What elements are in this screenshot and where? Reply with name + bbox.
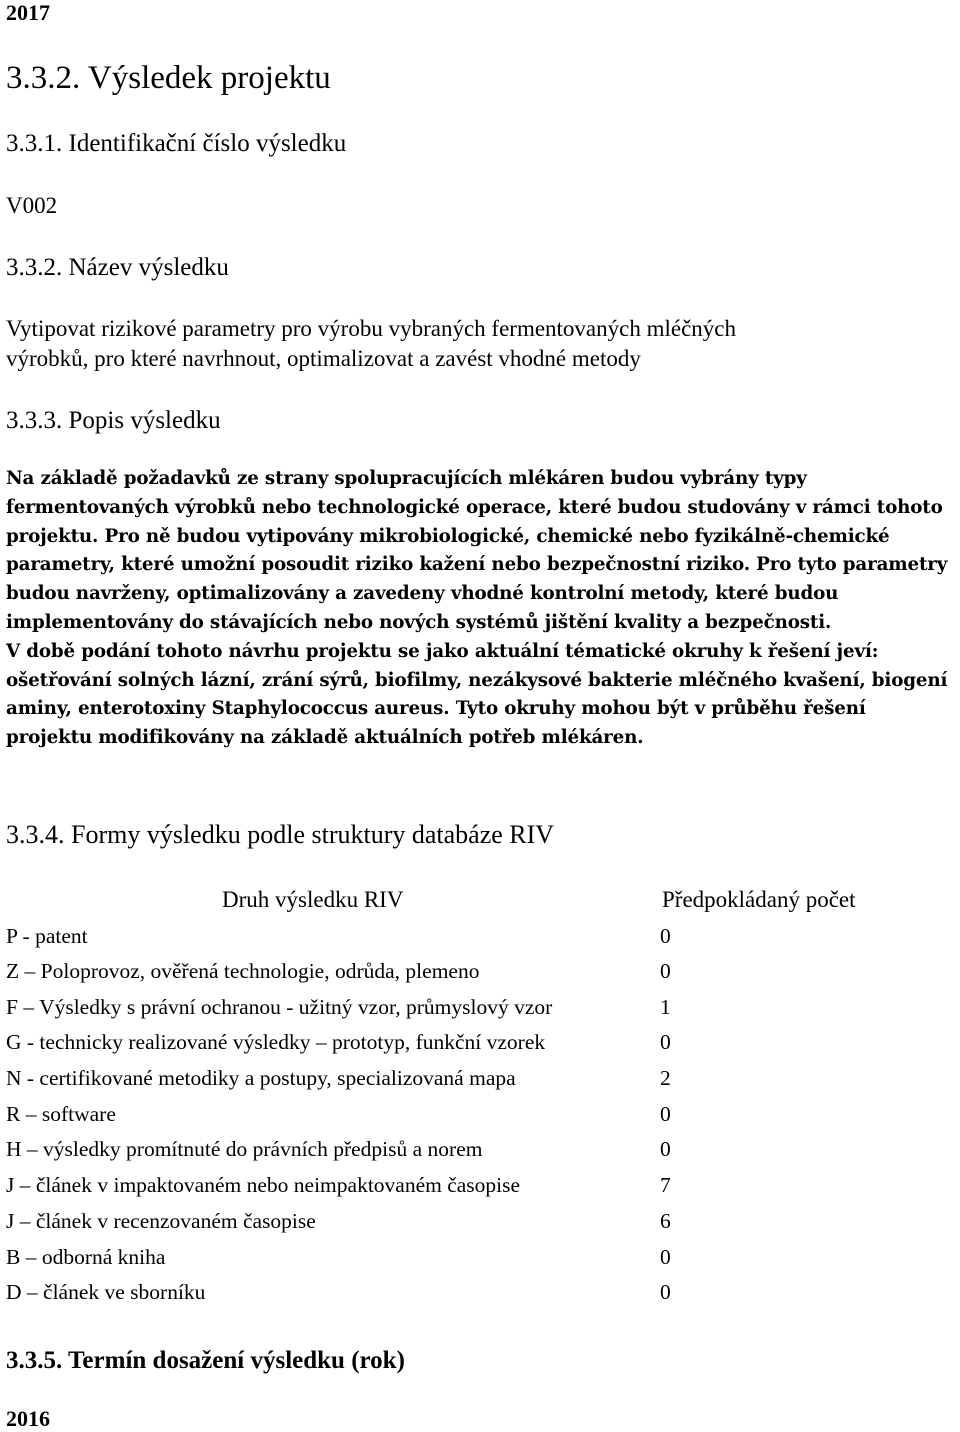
row-count: 0 (660, 1245, 671, 1269)
row-count: 1 (660, 995, 671, 1019)
id-heading: 3.3.1. Identifikační číslo výsledku (6, 130, 347, 157)
year-bottom: 2016 (6, 1406, 50, 1431)
row-label: F – Výsledky s právní ochranou - užitný vzor, průmyslový vzor (6, 995, 553, 1019)
name-line-1: Vytipovat rizikové parametry pro výrobu vybraných fermentovaných mléčných (6, 316, 737, 341)
desc-paragraph-2: V době podání tohoto návrhu projektu se jako aktuální tématické okruhy k řešení jeví: ošetřování solných lázní, zrání sýrů, biofilmy, nezákysové bakterie mléčného kvašení, biogení aminy, enterotoxiny Staphylococcus aureus. Tyto okruhy mohou být v průběhu řešení projektu modifikovány na základě aktuálních potřeb mlékáren. (6, 640, 948, 749)
table-header-type: Druh výsledku RIV (222, 887, 404, 912)
name-line-2: výrobků, pro které navrhnout, optimalizovat a zavést vhodné metody (6, 346, 641, 371)
row-label: R – software (6, 1102, 116, 1126)
id-value: V002 (6, 193, 58, 218)
row-label: P - patent (6, 924, 88, 948)
row-count: 2 (660, 1066, 671, 1090)
row-label: N - certifikované metodiky a postupy, specializovaná mapa (6, 1066, 516, 1090)
row-label: B – odborná kniha (6, 1245, 166, 1269)
row-label: Z – Poloprovoz, ověřená technologie, odrůda, plemeno (6, 959, 480, 983)
row-count: 6 (660, 1209, 671, 1233)
row-label: J – článek v impaktovaném nebo neimpaktovaném časopise (6, 1173, 521, 1197)
desc-paragraph-1: Na základě požadavků ze strany spolupracujících mlékáren budou vybrány typy fermentovaných výrobků nebo technologické operace, které budou studovány v rámci tohoto projektu. Pro ně budou vytipovány mikrobiologické, chemické nebo fyzikálně-chemické parametry, které umožní posoudit riziko kažení nebo bezpečnostní riziko. Pro tyto parametry budou navrženy, optimalizovány a zavedeny vhodné kontrolní metody, které budou implementovány do stávajících nebo nových systémů jištění kvality a bezpečnosti. (6, 468, 948, 633)
description (6, 465, 956, 753)
table-header-count: Předpokládaný počet (662, 887, 856, 912)
row-count: 0 (660, 1137, 671, 1161)
year-top: 2017 (6, 0, 50, 25)
row-count: 7 (660, 1173, 671, 1197)
name-heading: 3.3.2. Název výsledku (6, 254, 229, 281)
row-label: G - technicky realizované výsledky – prototyp, funkční vzorek (6, 1030, 546, 1054)
section-title: 3.3.2. Výsledek projektu (6, 60, 331, 96)
row-label: J – článek v recenzovaném časopise (6, 1209, 316, 1233)
row-count: 0 (660, 1030, 671, 1054)
desc-heading: 3.3.3. Popis výsledku (6, 407, 221, 434)
row-count: 0 (660, 924, 671, 948)
row-label: D – článek ve sborníku (6, 1280, 206, 1304)
row-label: H – výsledky promítnuté do právních předpisů a norem (6, 1137, 483, 1161)
deadline-heading: 3.3.5. Termín dosažení výsledku (rok) (6, 1347, 405, 1374)
row-count: 0 (660, 1102, 671, 1126)
forms-heading: 3.3.4. Formy výsledku podle struktury databáze RIV (6, 820, 555, 849)
row-count: 0 (660, 1280, 671, 1304)
row-count: 0 (660, 959, 671, 983)
